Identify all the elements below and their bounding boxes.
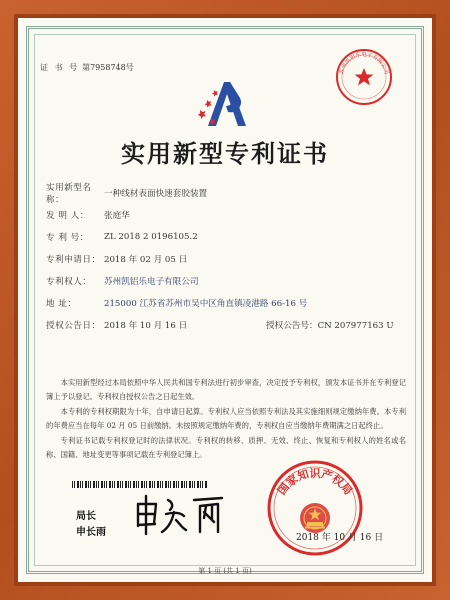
national-emblem-icon xyxy=(300,503,330,533)
field-label: 授权公告号： xyxy=(266,321,318,331)
certificate-number-value: 第7958748号 xyxy=(82,63,134,72)
field-address xyxy=(46,292,416,314)
certificate-fields xyxy=(46,182,416,336)
corner-stamp-text: 苏州凯铝乐电子有限公司 xyxy=(339,52,389,76)
field-value: 2018 年 10 月 16 日 xyxy=(104,321,188,331)
field-value: 一种线材表面快速套胶装置 xyxy=(104,189,208,199)
field-inventor xyxy=(46,204,416,226)
field-label: 授权公告日： xyxy=(46,321,101,331)
field-value: 张庭华 xyxy=(104,211,130,221)
field-patentee xyxy=(46,270,416,292)
issue-date: 2018 年 10 月 16 日 xyxy=(296,533,384,543)
field-value: ZL 2018 2 0196105.2 xyxy=(104,232,198,242)
director-name: 申长雨 xyxy=(76,527,106,538)
company-stamp xyxy=(334,47,394,107)
body-paragraph: 本实用新型经过本局依照中华人民共和国专利法进行初步审查，决定授予专利权，颁发本证书并在专利登记簿上予以登记。专利权自授权公告之日起生效。 xyxy=(46,378,406,402)
field-label: 专 利 号： xyxy=(46,233,89,243)
field-label: 发 明 人： xyxy=(46,211,89,221)
field-value: 2018 年 02 月 05 日 xyxy=(104,255,188,265)
seal-text: 国家知识产权局 xyxy=(275,467,355,498)
field-label: 专利权人： xyxy=(46,277,92,287)
field-utility-model-name xyxy=(46,182,416,204)
field-label: 专利申请日： xyxy=(46,255,101,265)
field-label: 地 址： xyxy=(46,299,77,309)
official-seal xyxy=(265,458,365,558)
director-signature xyxy=(130,492,226,536)
field-label: 实用新型名称： xyxy=(46,183,92,205)
field-value: 苏州凯铝乐电子有限公司 xyxy=(104,277,199,287)
certificate-title: 实用新型专利证书 xyxy=(121,139,329,168)
field-value: CN 207977163 U xyxy=(317,321,394,331)
body-paragraph: 专利证书记载专利权登记时的法律状况。专利权的转移、质押、无效、终止、恢复和专利权人的姓名或名称、国籍、地址变更等事项记载在专利登记簿上。 xyxy=(46,435,406,460)
body-paragraph: 本专利的专利权期限为十年，自申请日起算。专利权人应当依照专利法及其实施细则规定缴纳年费。本专利的年费应当在每年 02 月 05 日前缴纳。未按照规定缴纳年费的，专利权自应当缴纳年费期满之日起终止。 xyxy=(46,406,406,431)
field-value: 215000 江苏省苏州市吴中区角直镇凌港路 66-16 号 xyxy=(104,299,308,309)
certificate-body-text xyxy=(46,376,406,462)
announcement-number xyxy=(266,319,394,331)
certificate-number xyxy=(40,62,134,73)
certificate-number-label: 证 书 号 xyxy=(40,63,80,72)
field-filing-date xyxy=(46,248,416,270)
director-title: 局长 xyxy=(76,511,96,522)
patent-office-logo-icon xyxy=(198,76,252,132)
field-patent-number xyxy=(46,226,416,248)
field-grant-announcement xyxy=(46,314,416,336)
barcode xyxy=(72,481,208,488)
certificate-paper xyxy=(18,18,432,582)
page-number: 第 1 页 (共 1 页) xyxy=(198,567,252,575)
